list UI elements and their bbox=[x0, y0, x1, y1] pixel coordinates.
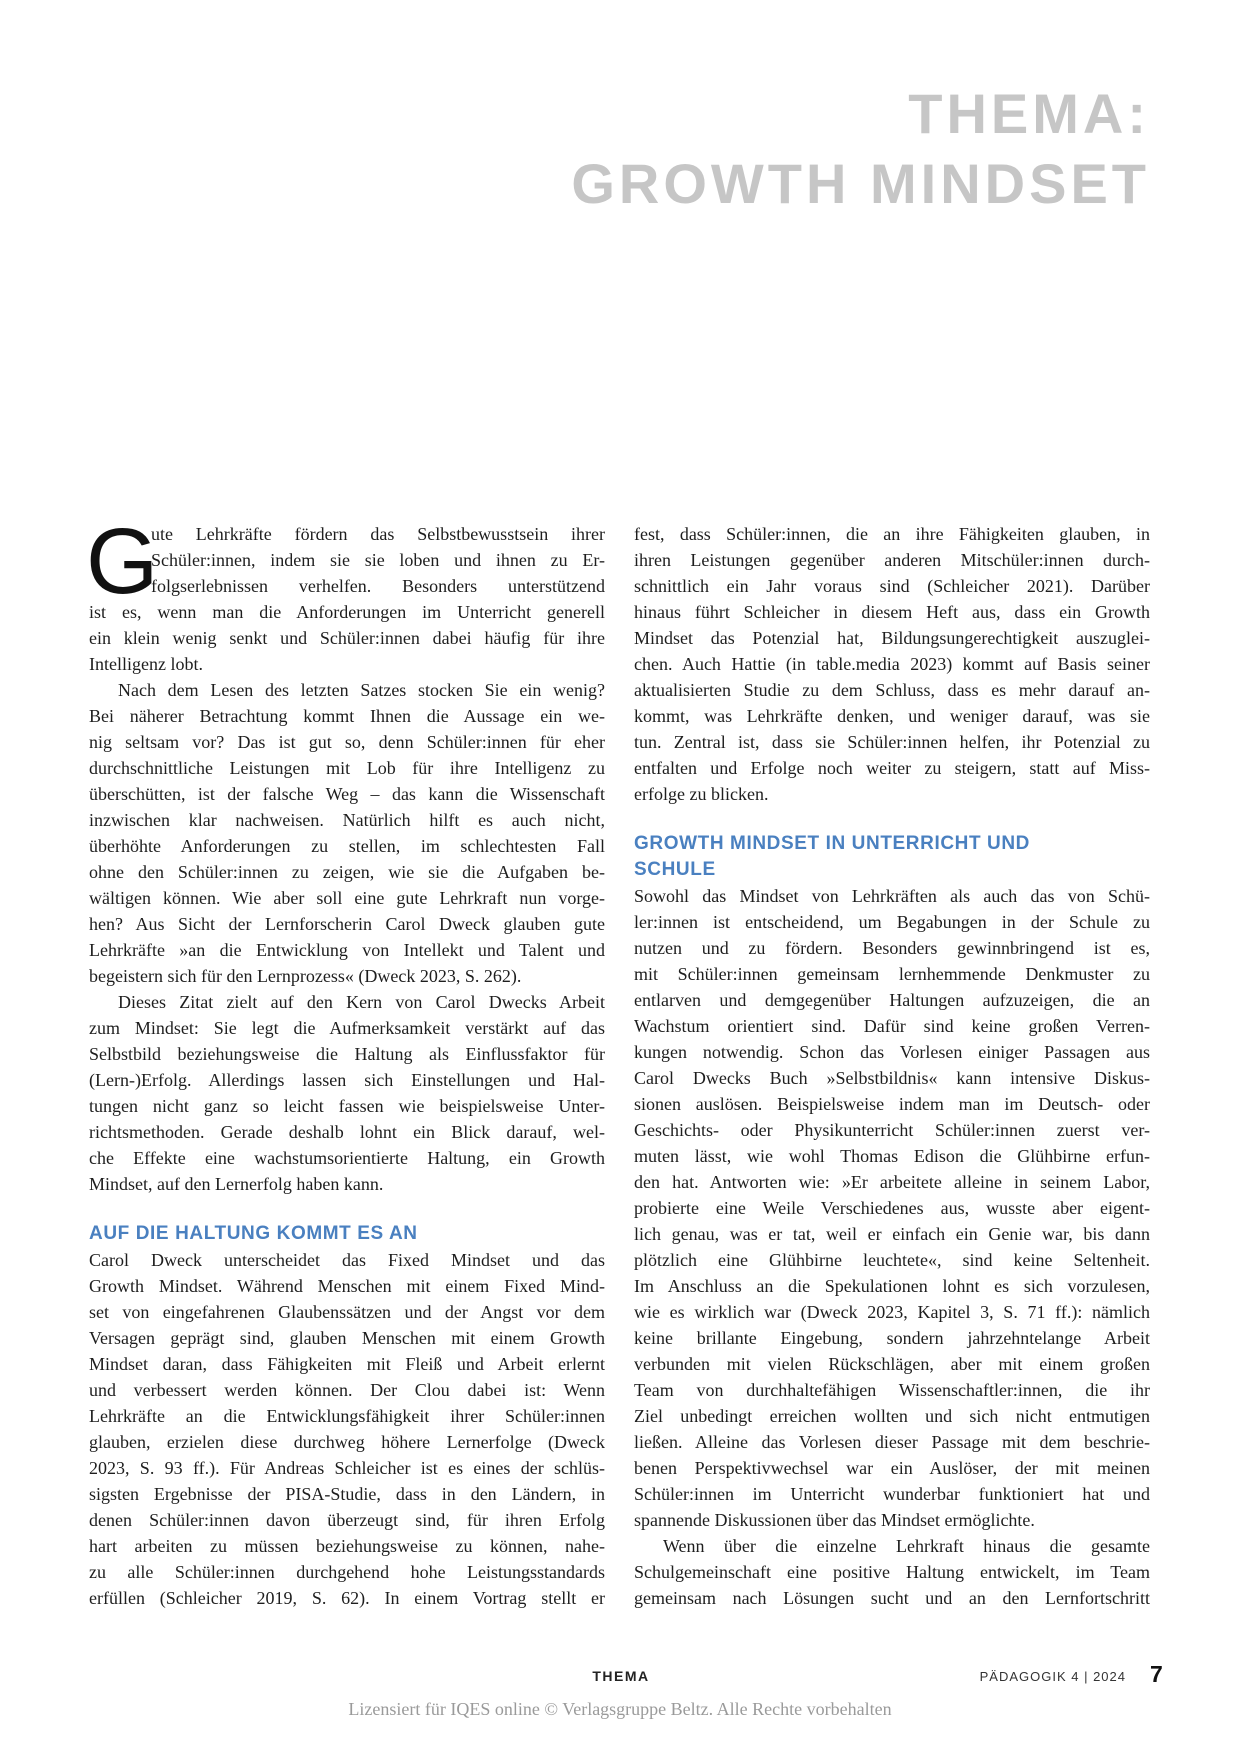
text-line: ler:innen ist entscheidend, um Begabungen in der Schule zu bbox=[634, 912, 1150, 932]
text-line: und verbessert werden können. Der Clou dabei ist: Wenn bbox=[89, 1380, 605, 1400]
text-line: (Lern-)Erfolg. Allerdings lassen sich Einstellungen und Hal- bbox=[89, 1070, 605, 1090]
text-line: Carol Dwecks Buch »Selbstbildnis« kann intensive Diskus- bbox=[634, 1068, 1150, 1088]
paragraph bbox=[89, 1247, 605, 1611]
text-line: probierte eine Weile Verschiedenes aus, wusste aber eigent- bbox=[634, 1198, 1150, 1218]
section-heading bbox=[634, 831, 1150, 883]
left-column bbox=[86, 509, 605, 1611]
text-line: erfüllen (Schleicher 2019, S. 62). In einem Vortrag stellt er bbox=[89, 1588, 605, 1608]
text-line: Wenn über die einzelne Lehrkraft hinaus die gesamte bbox=[663, 1536, 1150, 1556]
text-line: ist es, wenn man die Anforderungen im Unterricht generell bbox=[89, 602, 605, 622]
footer-issue: PÄDAGOGIK 4 | 2024 bbox=[979, 1669, 1126, 1684]
text-line: Schulgemeinschaft eine positive Haltung entwickelt, im Team bbox=[634, 1562, 1150, 1582]
text-line: Wachstum orientiert sind. Dafür sind keine großen Verren- bbox=[634, 1016, 1150, 1036]
text-line: entfalten und Erfolge noch weiter zu steigern, statt auf Miss- bbox=[634, 758, 1150, 778]
text-line: fest, dass Schüler:innen, die an ihre Fähigkeiten glauben, in bbox=[634, 524, 1150, 544]
text-line: keine brillante Eingebung, sondern jahrzehntelange Arbeit bbox=[634, 1328, 1150, 1348]
text-line: ein klein wenig senkt und Schüler:innen dabei häufig für ihre bbox=[89, 628, 605, 648]
drop-cap: G bbox=[86, 509, 159, 613]
text-line: tun. Zentral ist, dass sie Schüler:innen helfen, ihr Potenzial zu bbox=[634, 732, 1150, 752]
text-line: folgserlebnissen verhelfen. Besonders unterstützend bbox=[151, 576, 605, 596]
paragraph bbox=[634, 1533, 1150, 1611]
paragraph bbox=[89, 989, 605, 1197]
text-line: richtsmethoden. Gerade deshalb lohnt ein Blick darauf, wel- bbox=[89, 1122, 605, 1142]
text-line: Schüler:innen, indem sie sie loben und ihnen zu Er- bbox=[151, 550, 605, 570]
text-line: Mindset, auf den Lernerfolg haben kann. bbox=[89, 1174, 384, 1194]
text-line: ihren Leistungen gegenüber anderen Mitschüler:innen durch- bbox=[634, 550, 1150, 570]
text-line: Dieses Zitat zielt auf den Kern von Carol Dwecks Arbeit bbox=[118, 992, 605, 1012]
text-line: gemeinsam nach Lösungen sucht und an den Lernfortschritt bbox=[634, 1588, 1150, 1608]
text-line: Lehrkräfte »an die Entwicklung von Intellekt und Talent und bbox=[89, 940, 605, 960]
text-line: nig seltsam vor? Das ist gut so, denn Schüler:innen für eher bbox=[89, 732, 605, 752]
text-line: tungen nicht ganz so leicht fassen wie beispielsweise Unter- bbox=[89, 1096, 605, 1116]
text-line: überschütten, ist der falsche Weg – das kann die Wissenschaft bbox=[89, 784, 605, 804]
text-line: Im Anschluss an die Spekulationen lohnt es sich vorzulesen, bbox=[634, 1276, 1150, 1296]
text-line: ließen. Alleine das Vorlesen dieser Passage mit dem beschrie- bbox=[634, 1432, 1150, 1452]
text-line: Growth Mindset. Während Menschen mit einem Fixed Mind- bbox=[89, 1276, 605, 1296]
text-line: mit Schüler:innen gemeinsam lernhemmende Denkmuster zu bbox=[634, 964, 1150, 984]
text-line: Geschichts- oder Physikunterricht Schüler:innen zuerst ver- bbox=[634, 1120, 1150, 1140]
title-line-1: THEMA: bbox=[908, 82, 1150, 145]
license-notice: Lizensiert für IQES online © Verlagsgruppe Beltz. Alle Rechte vorbehalten bbox=[348, 1699, 892, 1719]
text-line: Lehrkräfte an die Entwicklungsfähigkeit ihrer Schüler:innen bbox=[89, 1406, 605, 1426]
text-line: wie es wirklich war (Dweck 2023, Kapitel 3, S. 71 ff.): nämlich bbox=[634, 1302, 1150, 1322]
text-line: muten lässt, wie wohl Thomas Edison die Glühbirne erfun- bbox=[634, 1146, 1150, 1166]
text-line: den hat. Antworten wie: »Er arbeitete alleine in seinem Labor, bbox=[634, 1172, 1150, 1192]
footer-section-label: THEMA bbox=[592, 1668, 650, 1684]
text-line: che Effekte eine wachstumsorientierte Haltung, ein Growth bbox=[89, 1148, 605, 1168]
text-line: hinaus führt Schleicher in diesem Heft aus, dass ein Growth bbox=[634, 602, 1150, 622]
text-line: spannende Diskussionen über das Mindset ermöglichte. bbox=[634, 1510, 1035, 1530]
text-line: durchschnittliche Leistungen mit Lob für ihre Intelligenz zu bbox=[89, 758, 605, 778]
text-line: lich genau, was er tat, weil er einfach ein Genie war, bis dann bbox=[634, 1224, 1150, 1244]
paragraph bbox=[89, 677, 605, 989]
text-line: Schüler:innen im Unterricht wunderbar funktioniert hat und bbox=[634, 1484, 1150, 1504]
paragraph bbox=[86, 509, 605, 677]
text-line: inzwischen klar nachweisen. Natürlich hilft es auch nicht, bbox=[89, 810, 605, 830]
right-column bbox=[634, 521, 1150, 1611]
text-line: entlarven und demgegenüber Haltungen aufzuzeigen, die an bbox=[634, 990, 1150, 1010]
text-line: Intelligenz lobt. bbox=[89, 654, 203, 674]
text-line: Versagen geprägt sind, glauben Menschen mit einem Growth bbox=[89, 1328, 605, 1348]
text-line: ohne den Schüler:innen zu zeigen, wie sie die Aufgaben be- bbox=[89, 862, 605, 882]
text-line: Team von durchhaltefähigen Wissenschaftler:innen, die ihr bbox=[634, 1380, 1150, 1400]
text-line: kungen notwendig. Schon das Vorlesen einiger Passagen aus bbox=[634, 1042, 1150, 1062]
page-number: 7 bbox=[1150, 1661, 1163, 1687]
heading-line: GROWTH MINDSET IN UNTERRICHT UND bbox=[634, 833, 1031, 854]
text-line: erfolge zu blicken. bbox=[634, 784, 769, 804]
text-line: schnittlich ein Jahr voraus sind (Schleicher 2021). Darüber bbox=[634, 576, 1150, 596]
text-line: Carol Dweck unterscheidet das Fixed Mindset und das bbox=[89, 1250, 605, 1270]
text-line: nutzen und zu fördern. Besonders gewinnbringend ist es, bbox=[634, 938, 1150, 958]
text-line: zu alle Schüler:innen durchgehend hohe Leistungsstandards bbox=[89, 1562, 605, 1582]
text-line: Ziel unbedingt erreichen wollten und sich nicht entmutigen bbox=[634, 1406, 1150, 1426]
text-line: sionen auslösen. Beispielsweise indem man im Deutsch- oder bbox=[634, 1094, 1150, 1114]
paragraph bbox=[634, 521, 1150, 807]
text-line: sigsten Ergebnisse der PISA-Studie, dass in den Ländern, in bbox=[89, 1484, 605, 1504]
text-line: aktualisierten Studie zu dem Schluss, dass es mehr darauf an- bbox=[634, 680, 1150, 700]
text-line: Selbstbild beziehungsweise die Haltung als Einflussfaktor für bbox=[89, 1044, 605, 1064]
text-line: hen? Aus Sicht der Lernforscherin Carol Dweck glauben gute bbox=[89, 914, 605, 934]
text-line: Nach dem Lesen des letzten Satzes stocken Sie ein wenig? bbox=[118, 680, 605, 700]
text-line: set von eingefahrenen Glaubenssätzen und der Angst vor dem bbox=[89, 1302, 605, 1322]
text-line: Bei näherer Betrachtung kommt Ihnen die Aussage ein we- bbox=[89, 706, 605, 726]
heading-line: SCHULE bbox=[634, 859, 716, 880]
text-line: Mindset das Potenzial hat, Bildungsungerechtigkeit auszuglei- bbox=[634, 628, 1150, 648]
text-line: denen Schüler:innen davon überzeugt sind, für ihren Erfolg bbox=[89, 1510, 605, 1530]
heading-line: AUF DIE HALTUNG KOMMT ES AN bbox=[89, 1223, 418, 1244]
text-line: chen. Auch Hattie (in table.media 2023) kommt auf Basis seiner bbox=[634, 654, 1150, 674]
text-line: glauben, erzielen diese durchweg höhere Lernerfolge (Dweck bbox=[89, 1432, 605, 1452]
text-line: überhöhte Anforderungen zu stellen, im schlechtesten Fall bbox=[89, 836, 605, 856]
section-heading bbox=[89, 1221, 605, 1247]
text-line: benen Perspektivwechsel war ein Auslöser, der mit meinen bbox=[634, 1458, 1150, 1478]
text-line: hart arbeiten zu müssen beziehungsweise zu können, nahe- bbox=[89, 1536, 605, 1556]
text-line: Sowohl das Mindset von Lehrkräften als auch das von Schü- bbox=[634, 886, 1150, 906]
text-line: zum Mindset: Sie legt die Aufmerksamkeit verstärkt auf das bbox=[89, 1018, 605, 1038]
text-line: 2023, S. 93 ff.). Für Andreas Schleicher ist es eines der schlüs- bbox=[89, 1458, 605, 1478]
text-line: begeistern sich für den Lernprozess« (Dweck 2023, S. 262). bbox=[89, 966, 522, 986]
text-line: verbunden mit vielen Rückschlägen, aber mit einem großen bbox=[634, 1354, 1150, 1374]
text-line: ute Lehrkräfte fördern das Selbstbewusstsein ihrer bbox=[151, 524, 605, 544]
text-line: kommt, was Lehrkräfte denken, und weniger darauf, was sie bbox=[634, 706, 1150, 726]
text-line: wältigen können. Wie aber soll eine gute Lehrkraft nun vorge- bbox=[89, 888, 605, 908]
paragraph bbox=[634, 883, 1150, 1533]
text-line: plötzlich eine Glühbirne leuchtete«, sind keine Seltenheit. bbox=[634, 1250, 1150, 1270]
title-line-2: GROWTH MINDSET bbox=[571, 152, 1150, 215]
text-line: Mindset daran, dass Fähigkeiten mit Fleiß und Arbeit erlernt bbox=[89, 1354, 605, 1374]
